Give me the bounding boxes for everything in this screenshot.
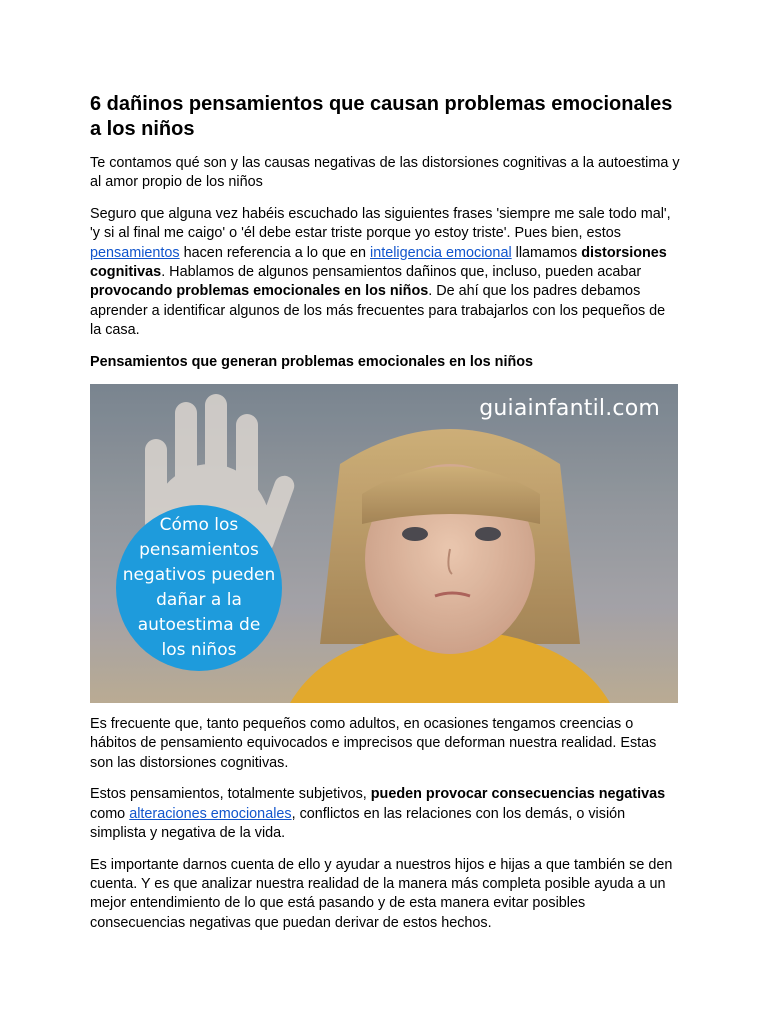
link-part-1: inteligencia <box>370 244 443 261</box>
link-part-2: emocional <box>446 244 512 261</box>
bold-problemas: provocando problemas emocionales en los niños <box>90 283 429 300</box>
alteraciones-emocionales-link[interactable]: alteraciones emocionales <box>129 805 292 822</box>
section-heading: Pensamientos que generan problemas emocionales en los niños <box>90 353 534 370</box>
pensamientos-link[interactable]: pensamientos <box>90 244 180 261</box>
intro-text-1: Seguro que alguna vez habéis escuchado las siguientes frases 'siempre me sale todo mal', 'y si al final me caigo' o 'él debe estar triste porque yo estoy triste'. Pues bien, estos <box>90 205 671 242</box>
intro-text-2: hacen referencia a lo que en <box>179 244 371 261</box>
paragraph-consecuencias <box>90 785 680 843</box>
article-hero-image <box>90 384 678 703</box>
paragraph-distorsiones: Es frecuente que, tanto pequeños como adultos, en ocasiones tengamos creencias o hábitos de pensamiento equivocados e imprecisos que deforman nuestra realidad. Estas son las distorsiones cognitivas. <box>90 716 657 771</box>
badge-text: Cómo los pensamientos negativos pueden dañar a la autoestima de los niños <box>122 515 276 661</box>
article-body <box>90 92 680 933</box>
intro-text-3: llamamos <box>511 244 582 261</box>
intro-text-5: . De ahí que los padres debamos aprender a identificar algunos de los más frecuentes para trabajarlos con los pequeños de la casa. <box>90 283 666 339</box>
paragraph-importante: Es importante darnos cuenta de ello y ayudar a nuestros hijos e hijas a que también se den cuenta. Y es que analizar nuestra realidad de la manera más completa posible ayuda a un mejor entendimiento de lo que está pasando y de esta manera evitar posibles consecuencias negativas que puedan derivar de estos hechos. <box>90 856 673 931</box>
para3-text-2: como <box>90 805 130 822</box>
bold-consecuencias: pueden provocar consecuencias negativas <box>370 786 666 803</box>
article-title: 6 dañinos pensamientos que causan problemas emocionales a los niños <box>90 93 673 140</box>
article-subtitle: Te contamos qué son y las causas negativas de las distorsiones cognitivas a la autoestima y al amor propio de los niños <box>90 155 680 191</box>
para3-text-1: Estos pensamientos, totalmente subjetivos, <box>90 786 371 803</box>
guiainfantil-logo: guiainfantil.com <box>479 396 660 422</box>
inteligencia-emocional-link[interactable] <box>370 245 512 261</box>
intro-text-4: . Hablamos de algunos pensamientos dañinos que, incluso, pueden acabar <box>161 264 642 281</box>
bold-distorsiones: distorsiones cognitivas <box>90 244 667 281</box>
intro-paragraph <box>90 205 680 341</box>
headline-badge <box>116 505 282 671</box>
para3-text-3: , conflictos en las relaciones con los demás, o visión simplista y negativa de la vida. <box>90 805 626 842</box>
